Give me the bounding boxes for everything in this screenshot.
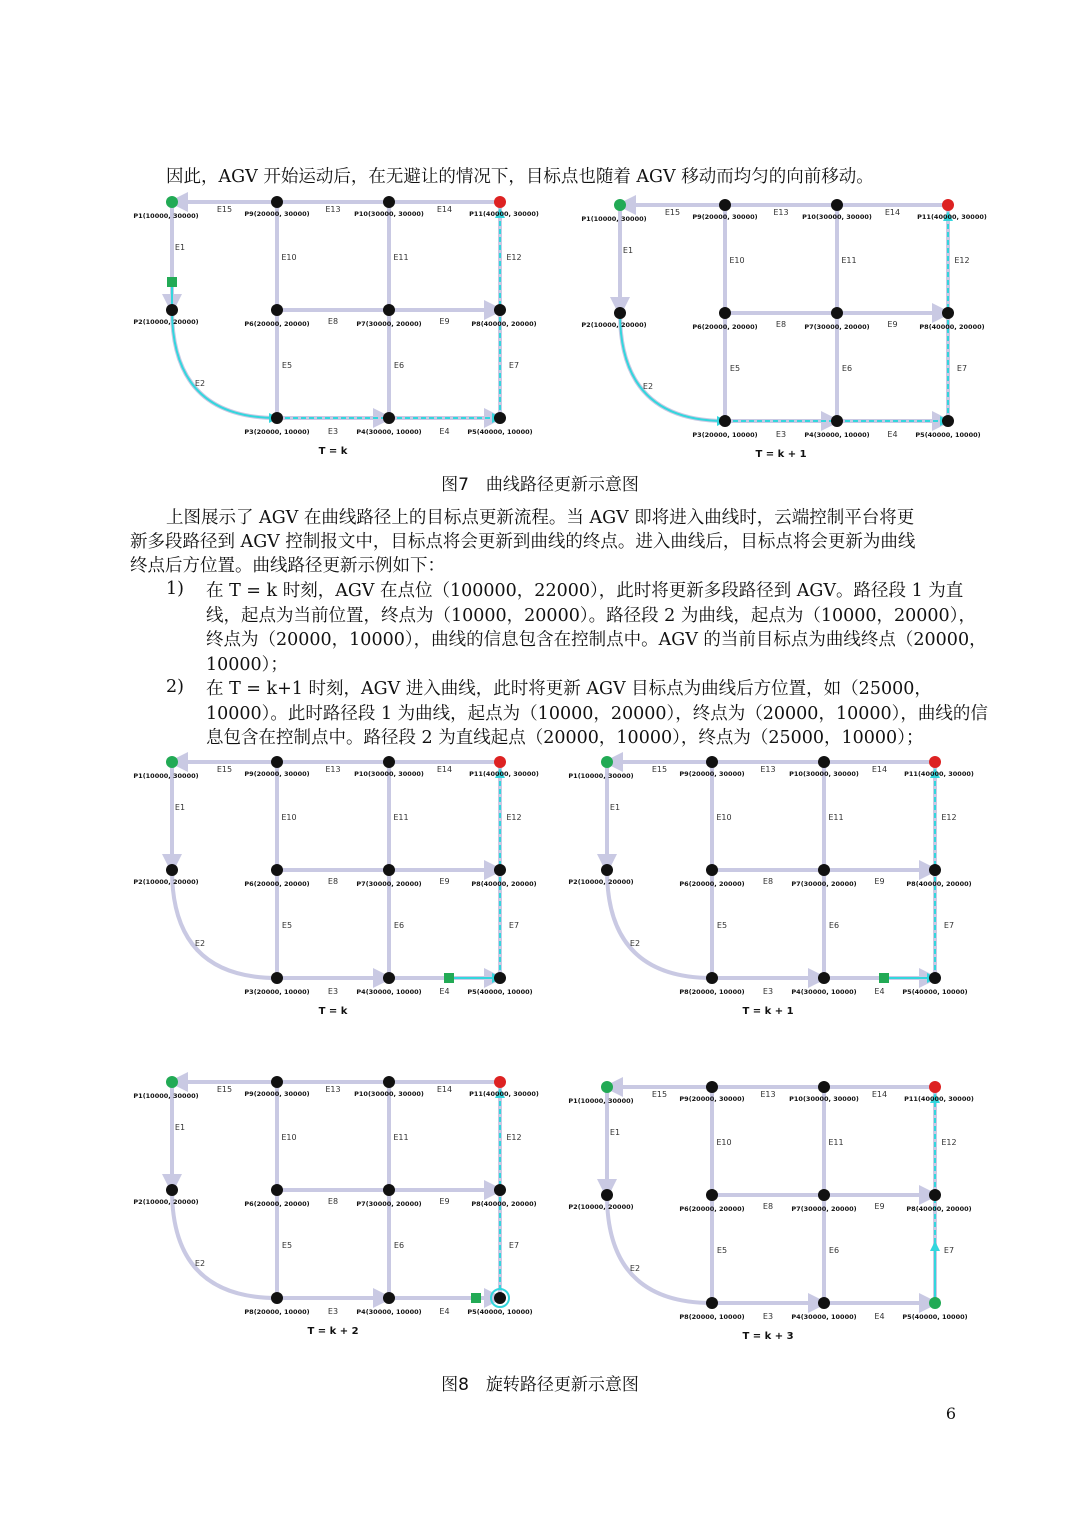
time-label: T = k + 1 xyxy=(755,449,807,460)
node-label-p8: P8(40000, 20000) xyxy=(906,880,972,888)
node-label-p2: P2(10000, 20000) xyxy=(568,1203,634,1211)
node-label-p9: P9(20000, 30000) xyxy=(244,1090,310,1098)
edge-label-e15: E15 xyxy=(651,1090,668,1099)
edge-labels xyxy=(175,765,522,996)
node-p2 xyxy=(166,1184,178,1196)
edge-label-e15: E15 xyxy=(664,208,681,217)
fig8-diagram-t-k2 xyxy=(130,1070,540,1355)
edge-labels xyxy=(623,208,970,439)
node-label-p10: P10(30000, 30000) xyxy=(789,1095,859,1103)
list-item-1-line: 在 T = k 时刻，AGV 在点位（100000，22000），此时将更新多段路径到 AGV。路径段 1 为直 xyxy=(206,581,964,601)
node-label-p5: P5(40000, 10000) xyxy=(915,431,981,439)
time-label: T = k + 1 xyxy=(742,1006,794,1017)
intro-paragraph: 因此，AGV 开始运动后，在无避让的情况下，目标点也随着 AGV 移动而均匀的向前移动。 xyxy=(166,167,874,187)
edge-label-e13: E13 xyxy=(760,1090,776,1099)
edge-label-e12: E12 xyxy=(506,813,522,822)
node-label-p2: P2(10000, 20000) xyxy=(133,878,199,886)
para2-line-3: 终点后方位置。曲线路径更新示例如下： xyxy=(130,556,445,576)
node-label-p11: P11(40000, 30000) xyxy=(904,770,974,778)
node-p8 xyxy=(494,1184,506,1196)
node-p10 xyxy=(818,1081,830,1093)
edge-label-e4: E4 xyxy=(874,1312,885,1321)
edge-label-e1: E1 xyxy=(609,803,621,812)
node-label-p7: P7(30000, 20000) xyxy=(804,323,870,331)
node-p9 xyxy=(719,199,731,211)
node-label-p4: P4(30000, 10000) xyxy=(791,1313,857,1321)
planned-path xyxy=(884,770,935,978)
node-p10 xyxy=(818,756,830,768)
node-label-p7: P7(30000, 20000) xyxy=(356,320,422,328)
edge-label-e11: E11 xyxy=(393,253,409,262)
edge-label-e3: E3 xyxy=(327,1307,339,1316)
node-label-p2: P2(10000, 20000) xyxy=(568,878,634,886)
edge-label-e8: E8 xyxy=(327,1197,339,1206)
agv-vehicle xyxy=(471,1293,481,1303)
para2-line-1: 上图展示了 AGV 在曲线路径上的目标点更新流程。当 AGV 即将进入曲线时，云端控制平台将更 xyxy=(166,508,915,528)
edge-labels xyxy=(610,1090,957,1321)
fig8-diagram-t-k xyxy=(130,750,540,1040)
node-p7 xyxy=(818,1189,830,1201)
node-p4 xyxy=(383,412,395,424)
edge-label-e10: E10 xyxy=(281,1133,297,1142)
node-label-p9: P9(20000, 30000) xyxy=(679,770,745,778)
node-p2 xyxy=(614,307,626,319)
edge-label-e13: E13 xyxy=(325,1085,341,1094)
edge-label-e11: E11 xyxy=(393,813,409,822)
node-label-p1: P1(10000, 30000) xyxy=(133,1092,199,1100)
node-label-p11: P11(40000, 30000) xyxy=(469,1090,539,1098)
edge-label-e6: E6 xyxy=(828,921,840,930)
node-p8 xyxy=(494,864,506,876)
node-p1 xyxy=(166,756,178,768)
edge-label-e3: E3 xyxy=(327,427,339,436)
node-p10 xyxy=(383,1076,395,1088)
edge-label-e11: E11 xyxy=(828,1138,844,1147)
node-p7 xyxy=(818,864,830,876)
node-label-p10: P10(30000, 30000) xyxy=(354,1090,424,1098)
edge-labels xyxy=(610,765,957,996)
node-p6 xyxy=(706,864,718,876)
edge-label-e1: E1 xyxy=(622,246,634,255)
node-p6 xyxy=(271,304,283,316)
node-p2 xyxy=(601,1189,613,1201)
list-item-2-number: 2) xyxy=(166,677,184,697)
edge-label-e11: E11 xyxy=(841,256,857,265)
node-label-p2: P2(10000, 20000) xyxy=(133,1198,199,1206)
edge-label-e1: E1 xyxy=(174,243,186,252)
edge-labels xyxy=(175,1085,522,1316)
node-label-p1: P1(10000, 30000) xyxy=(133,772,199,780)
node-label-p10: P10(30000, 30000) xyxy=(789,770,859,778)
node-p5 xyxy=(942,415,954,427)
node-p11 xyxy=(929,756,941,768)
edge-label-e14: E14 xyxy=(436,765,453,774)
list-item-2 xyxy=(206,677,988,751)
edge-label-e2: E2 xyxy=(642,382,654,391)
node-p3 xyxy=(706,1297,718,1309)
edge-label-e7: E7 xyxy=(508,361,520,370)
node-label-p3: P3(20000, 10000) xyxy=(244,428,310,436)
node-p3 xyxy=(271,412,283,424)
node-p3 xyxy=(719,415,731,427)
list-item-1-line: 终点为（20000，10000），曲线的信息包含在控制点中。AGV 的当前目标点为曲线终点（20000， xyxy=(206,630,987,650)
node-p5 xyxy=(929,1297,941,1309)
edge-label-e10: E10 xyxy=(281,813,297,822)
node-label-p3: P8(20000, 10000) xyxy=(679,988,745,996)
edge-label-e9: E9 xyxy=(887,320,898,329)
node-label-p8: P8(40000, 20000) xyxy=(471,880,537,888)
edge-label-e14: E14 xyxy=(436,205,453,214)
fig8-caption: 图8 旋转路径更新示意图 xyxy=(441,1375,639,1395)
node-label-p11: P11(40000, 30000) xyxy=(904,1095,974,1103)
edge-label-e13: E13 xyxy=(760,765,776,774)
node-label-p6: P6(20000, 20000) xyxy=(244,1200,310,1208)
edge-label-e3: E3 xyxy=(775,430,787,439)
node-label-p9: P9(20000, 30000) xyxy=(244,210,310,218)
edge-label-e9: E9 xyxy=(874,1202,885,1211)
node-p3 xyxy=(271,1292,283,1304)
node-p6 xyxy=(719,307,731,319)
node-p6 xyxy=(271,1184,283,1196)
node-p1 xyxy=(601,756,613,768)
edge-label-e4: E4 xyxy=(439,987,450,996)
node-p9 xyxy=(271,196,283,208)
time-label: T = k + 3 xyxy=(742,1331,794,1342)
edge-label-e7: E7 xyxy=(508,1241,520,1250)
node-label-p10: P10(30000, 30000) xyxy=(802,213,872,221)
edge-label-e9: E9 xyxy=(439,1197,450,1206)
planned-path xyxy=(172,210,500,418)
node-label-p3: P3(20000, 10000) xyxy=(244,988,310,996)
edge-label-e3: E3 xyxy=(327,987,339,996)
edge-label-e11: E11 xyxy=(393,1133,409,1142)
edge-label-e12: E12 xyxy=(954,256,970,265)
list-item-1-line: 线，起点为当前位置，终点为（10000，20000）。路径段 2 为曲线，起点为（10000，20000）， xyxy=(206,605,976,626)
list-item-2-line: 在 T = k+1 时刻，AGV 进入曲线，此时将更新 AGV 目标点为曲线后方位置，如（25000， xyxy=(206,679,932,699)
edge-label-e2: E2 xyxy=(194,1259,206,1268)
edge-label-e4: E4 xyxy=(887,430,898,439)
node-label-p1: P1(10000, 30000) xyxy=(133,212,199,220)
edge-label-e5: E5 xyxy=(716,1246,728,1255)
edge-label-e8: E8 xyxy=(775,320,787,329)
fig8-diagram-t-k3 xyxy=(565,1075,975,1360)
node-p11 xyxy=(494,756,506,768)
edge-label-e5: E5 xyxy=(281,921,293,930)
fig8-diagram-t-k1 xyxy=(565,750,975,1040)
edge-label-e9: E9 xyxy=(874,877,885,886)
edge-label-e6: E6 xyxy=(841,364,853,373)
node-p11 xyxy=(929,1081,941,1093)
node-p9 xyxy=(271,1076,283,1088)
node-label-p11: P11(40000, 30000) xyxy=(917,213,987,221)
edge-label-e5: E5 xyxy=(716,921,728,930)
edge-label-e1: E1 xyxy=(174,803,186,812)
node-label-p3: P8(20000, 10000) xyxy=(679,1313,745,1321)
edge-label-e9: E9 xyxy=(439,317,450,326)
node-label-p1: P1(10000, 30000) xyxy=(581,215,647,223)
agv-vehicle xyxy=(444,973,454,983)
node-p5 xyxy=(929,972,941,984)
node-label-p10: P10(30000, 30000) xyxy=(354,210,424,218)
node-label-p5: P5(40000, 10000) xyxy=(467,428,533,436)
edge-label-e10: E10 xyxy=(729,256,745,265)
node-p8 xyxy=(494,304,506,316)
node-label-p11: P11(40000, 30000) xyxy=(469,210,539,218)
edge-label-e15: E15 xyxy=(216,1085,233,1094)
list-item-1-line: 10000）； xyxy=(206,654,288,675)
node-p7 xyxy=(383,1184,395,1196)
node-label-p4: P4(30000, 10000) xyxy=(356,988,422,996)
edge-label-e7: E7 xyxy=(943,1246,955,1255)
edge-label-e4: E4 xyxy=(439,1307,450,1316)
list-item-2-line: 10000）。此时路径段 1 为曲线，起点为（10000，20000），终点为（20000，10000），曲线的信 xyxy=(206,703,988,724)
node-label-p4: P4(30000, 10000) xyxy=(791,988,857,996)
edge-label-e4: E4 xyxy=(439,427,450,436)
node-p10 xyxy=(383,756,395,768)
edge-label-e13: E13 xyxy=(773,208,789,217)
list-item-1 xyxy=(206,579,987,677)
node-p1 xyxy=(601,1081,613,1093)
edge-label-e12: E12 xyxy=(506,1133,522,1142)
edge-label-e4: E4 xyxy=(874,987,885,996)
road-network xyxy=(607,1087,935,1303)
node-p8 xyxy=(929,864,941,876)
planned-path xyxy=(449,770,500,978)
node-label-p9: P9(20000, 30000) xyxy=(692,213,758,221)
node-label-p3: P8(20000, 10000) xyxy=(244,1308,310,1316)
time-label: T = k xyxy=(318,1006,348,1017)
edge-label-e14: E14 xyxy=(436,1085,453,1094)
edge-label-e10: E10 xyxy=(281,253,297,262)
node-p3 xyxy=(271,972,283,984)
edge-label-e2: E2 xyxy=(629,939,641,948)
node-p7 xyxy=(831,307,843,319)
node-label-p1: P1(10000, 30000) xyxy=(568,1097,634,1105)
page-number: 6 xyxy=(945,1404,956,1423)
node-label-p5: P5(40000, 10000) xyxy=(902,988,968,996)
node-p9 xyxy=(271,756,283,768)
edge-label-e7: E7 xyxy=(508,921,520,930)
node-label-p4: P4(30000, 10000) xyxy=(356,428,422,436)
node-label-p6: P6(20000, 20000) xyxy=(679,880,745,888)
edge-label-e13: E13 xyxy=(325,765,341,774)
edge-label-e14: E14 xyxy=(884,208,901,217)
edge-label-e10: E10 xyxy=(716,813,732,822)
node-p1 xyxy=(614,199,626,211)
edge-label-e6: E6 xyxy=(393,921,405,930)
node-p5 xyxy=(494,1292,506,1304)
node-p2 xyxy=(166,304,178,316)
node-p8 xyxy=(929,1189,941,1201)
node-label-p7: P7(30000, 20000) xyxy=(791,880,857,888)
edge-label-e8: E8 xyxy=(327,877,339,886)
edge-label-e8: E8 xyxy=(762,1202,774,1211)
node-p6 xyxy=(706,1189,718,1201)
node-label-p5: P5(40000, 10000) xyxy=(902,1313,968,1321)
para2-line-2: 新多段路径到 AGV 控制报文中，目标点将会更新到曲线的终点。进入曲线后，目标点将会更新为曲线 xyxy=(130,532,916,552)
node-p4 xyxy=(818,972,830,984)
node-label-p5: P5(40000, 10000) xyxy=(467,988,533,996)
edge-label-e6: E6 xyxy=(393,361,405,370)
node-label-p11: P11(40000, 30000) xyxy=(469,770,539,778)
node-p7 xyxy=(383,304,395,316)
edge-label-e5: E5 xyxy=(729,364,741,373)
node-label-p3: P3(20000, 10000) xyxy=(692,431,758,439)
list-item-1-number: 1) xyxy=(166,579,184,599)
fig7-diagram-t-k xyxy=(130,190,540,460)
node-p2 xyxy=(166,864,178,876)
edge-label-e7: E7 xyxy=(956,364,968,373)
edge-label-e15: E15 xyxy=(216,765,233,774)
node-label-p4: P4(30000, 10000) xyxy=(804,431,870,439)
road-network xyxy=(607,762,935,978)
edge-label-e3: E3 xyxy=(762,987,774,996)
node-p4 xyxy=(818,1297,830,1309)
edge-label-e6: E6 xyxy=(393,1241,405,1250)
edge-label-e2: E2 xyxy=(194,939,206,948)
edge-label-e5: E5 xyxy=(281,361,293,370)
edge-label-e7: E7 xyxy=(943,921,955,930)
edge-label-e12: E12 xyxy=(506,253,522,262)
node-p6 xyxy=(271,864,283,876)
time-label: T = k + 2 xyxy=(307,1326,359,1337)
node-label-p9: P9(20000, 30000) xyxy=(244,770,310,778)
edge-label-e1: E1 xyxy=(174,1123,186,1132)
node-label-p1: P1(10000, 30000) xyxy=(568,772,634,780)
edge-label-e13: E13 xyxy=(325,205,341,214)
node-label-p8: P8(40000, 20000) xyxy=(906,1205,972,1213)
edge-label-e3: E3 xyxy=(762,1312,774,1321)
road-network xyxy=(172,762,500,978)
edge-label-e12: E12 xyxy=(941,813,957,822)
agv-vehicle xyxy=(167,277,177,287)
node-label-p8: P8(40000, 20000) xyxy=(471,1200,537,1208)
edge-label-e1: E1 xyxy=(609,1128,621,1137)
edge-label-e15: E15 xyxy=(216,205,233,214)
edge-label-e5: E5 xyxy=(281,1241,293,1250)
node-label-p2: P2(10000, 20000) xyxy=(133,318,199,326)
edge-label-e10: E10 xyxy=(716,1138,732,1147)
node-p3 xyxy=(706,972,718,984)
road-network xyxy=(172,1082,500,1298)
planned-path xyxy=(620,213,948,421)
agv-vehicle xyxy=(879,973,889,983)
edge-label-e14: E14 xyxy=(871,1090,888,1099)
node-p1 xyxy=(166,1076,178,1088)
list-item-2-line: 息包含在控制点中。路径段 2 为直线起点（20000，10000），终点为（25000，10000）； xyxy=(206,728,924,748)
edge-label-e9: E9 xyxy=(439,877,450,886)
node-label-p6: P6(20000, 20000) xyxy=(244,320,310,328)
edge-label-e11: E11 xyxy=(828,813,844,822)
node-p5 xyxy=(494,972,506,984)
node-p10 xyxy=(831,199,843,211)
edge-label-e6: E6 xyxy=(828,1246,840,1255)
node-p5 xyxy=(494,412,506,424)
edge-label-e8: E8 xyxy=(327,317,339,326)
fig7-caption: 图7 曲线路径更新示意图 xyxy=(441,475,639,495)
edge-label-e12: E12 xyxy=(941,1138,957,1147)
node-p4 xyxy=(383,1292,395,1304)
node-p4 xyxy=(831,415,843,427)
node-label-p7: P7(30000, 20000) xyxy=(356,880,422,888)
time-label: T = k xyxy=(318,446,348,457)
edge-label-e15: E15 xyxy=(651,765,668,774)
edge-labels xyxy=(175,205,522,436)
node-label-p8: P8(40000, 20000) xyxy=(471,320,537,328)
node-label-p6: P6(20000, 20000) xyxy=(692,323,758,331)
edge-label-e14: E14 xyxy=(871,765,888,774)
road-network xyxy=(172,202,500,418)
edge-label-e2: E2 xyxy=(194,379,206,388)
node-label-p2: P2(10000, 20000) xyxy=(581,321,647,329)
node-label-p5: P5(40000, 10000) xyxy=(467,1308,533,1316)
node-label-p7: P7(30000, 20000) xyxy=(791,1205,857,1213)
node-label-p10: P10(30000, 30000) xyxy=(354,770,424,778)
node-label-p8: P8(40000, 20000) xyxy=(919,323,985,331)
node-label-p4: P4(30000, 10000) xyxy=(356,1308,422,1316)
node-p11 xyxy=(942,199,954,211)
node-p11 xyxy=(494,1076,506,1088)
node-p9 xyxy=(706,1081,718,1093)
node-p7 xyxy=(383,864,395,876)
road-network xyxy=(620,205,948,421)
node-p2 xyxy=(601,864,613,876)
node-p10 xyxy=(383,196,395,208)
node-p4 xyxy=(383,972,395,984)
node-p8 xyxy=(942,307,954,319)
edge-label-e2: E2 xyxy=(629,1264,641,1273)
node-label-p7: P7(30000, 20000) xyxy=(356,1200,422,1208)
node-p9 xyxy=(706,756,718,768)
node-label-p9: P9(20000, 30000) xyxy=(679,1095,745,1103)
node-label-p6: P6(20000, 20000) xyxy=(244,880,310,888)
node-p11 xyxy=(494,196,506,208)
node-p1 xyxy=(166,196,178,208)
node-label-p6: P6(20000, 20000) xyxy=(679,1205,745,1213)
edge-label-e8: E8 xyxy=(762,877,774,886)
fig7-diagram-t-k1 xyxy=(578,193,988,463)
